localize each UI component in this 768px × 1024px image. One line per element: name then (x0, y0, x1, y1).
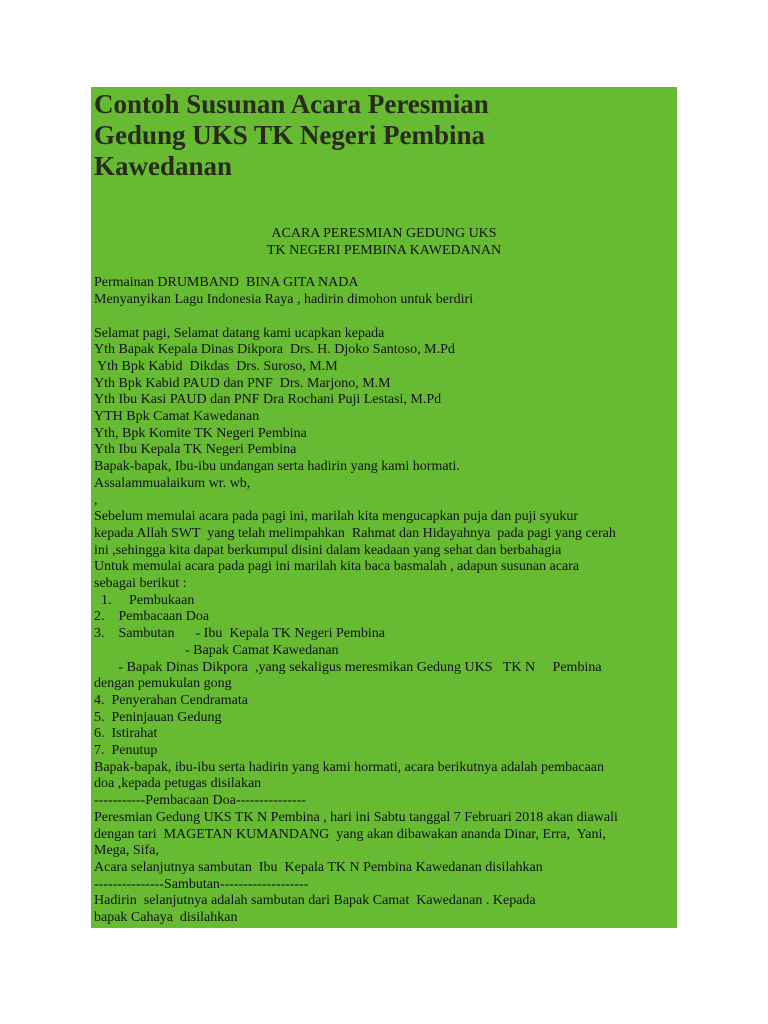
body-line: Yth Bapak Kepala Dinas Dikpora Drs. H. Djoko Santoso, M.Pd (94, 342, 455, 358)
body-line: YTH Bpk Camat Kawedanan (94, 409, 260, 425)
body-line: bapak Cahaya disilahkan (94, 910, 238, 926)
body-line: 7. Penutup (94, 743, 158, 759)
body-line: Bapak-bapak, ibu-ibu serta hadirin yang kami hormati, acara berikutnya adalah pembacaan (94, 759, 605, 775)
document-title (94, 87, 674, 182)
body-line: , (94, 492, 98, 508)
body-line: Sebelum memulai acara pada pagi ini, marilah kita mengucapkan puja dan puji syukur (94, 509, 579, 525)
body-line: Yth Bpk Kabid Dikdas Drs. Suroso, M.M (94, 358, 338, 374)
body-line: 6. Istirahat (94, 726, 158, 742)
document-page (91, 87, 677, 928)
body-line: Yth Ibu Kepala TK Negeri Pembina (94, 442, 297, 458)
title-line: Contoh Susunan Acara Peresmian (94, 89, 489, 119)
heading-line: TK NEGERI PEMBINA KAWEDANAN (266, 242, 502, 258)
body-line: 1. Pembukaan (94, 592, 195, 608)
body-line: 5. Peninjauan Gedung (94, 709, 222, 725)
body-line: doa ,kepada petugas disilakan (94, 776, 262, 792)
document-body (94, 275, 674, 926)
title-line: Gedung UKS TK Negeri Pembina (94, 120, 486, 150)
body-line: 2. Pembacaan Doa (94, 609, 210, 625)
body-line: dengan tari MAGETAN KUMANDANG yang akan dibawakan ananda Dinar, Erra, Yani, (94, 826, 606, 842)
body-line: Acara selanjutnya sambutan Ibu Kepala TK N Pembina Kawedanan disilahkan (94, 860, 543, 875)
body-line: - Bapak Dinas Dikpora ,yang sekaligus meresmikan Gedung UKS TK N Pembina (94, 659, 602, 675)
body-line: 4. Penyerahan Cendramata (94, 692, 248, 708)
body-line: Selamat pagi, Selamat datang kami ucapkan kepada (94, 325, 385, 341)
body-line: Untuk memulai acara pada pagi ini marilah kita baca basmalah , adapun susunan acara (94, 559, 580, 575)
body-line: 3. Sambutan - Ibu Kepala TK Negeri Pembina (94, 626, 385, 642)
paragraph-gap (94, 309, 674, 326)
body-line: sebagai berikut : (94, 576, 187, 592)
body-line: -----------Pembacaan Doa--------------- (94, 793, 306, 809)
body-line: Permainan DRUMBAND BINA GITA NADA (94, 275, 359, 291)
body-line: - Bapak Camat Kawedanan (94, 642, 339, 658)
body-line: Menyanyikan Lagu Indonesia Raya , hadirin dimohon untuk berdiri (94, 292, 474, 308)
body-line: Yth Ibu Kasi PAUD dan PNF Dra Rochani Puji Lestasi, M.Pd (94, 392, 442, 408)
body-line: Yth Bpk Kabid PAUD dan PNF Drs. Marjono, M.M (94, 375, 391, 391)
agenda-heading (94, 226, 674, 259)
title-line: Kawedanan (94, 151, 233, 181)
body-line: ini ,sehingga kita dapat berkumpul disini dalam keadaan yang sehat dan berbahagia (94, 542, 562, 558)
body-line: Yth, Bpk Komite TK Negeri Pembina (94, 425, 307, 441)
heading-line: ACARA PERESMIAN GEDUNG UKS (271, 226, 497, 241)
body-line: dengan pemukulan gong (94, 676, 232, 692)
body-line: Bapak-bapak, Ibu-ibu undangan serta hadirin yang kami hormati. (94, 459, 460, 475)
body-line: Hadirin selanjutnya adalah sambutan dari Bapak Camat Kawedanan . Kepada (94, 893, 536, 909)
body-line: kepada Allah SWT yang telah melimpahkan Rahmat dan Hidayahnya pada pagi yang cerah (94, 525, 616, 541)
body-line: Mega, Sifa, (94, 843, 159, 859)
body-line: ---------------Sambutan------------------- (94, 876, 309, 892)
body-line: Peresmian Gedung UKS TK N Pembina , hari ini Sabtu tanggal 7 Februari 2018 akan diawali (94, 809, 618, 825)
body-line: Assalammualaikum wr. wb, (94, 475, 251, 491)
